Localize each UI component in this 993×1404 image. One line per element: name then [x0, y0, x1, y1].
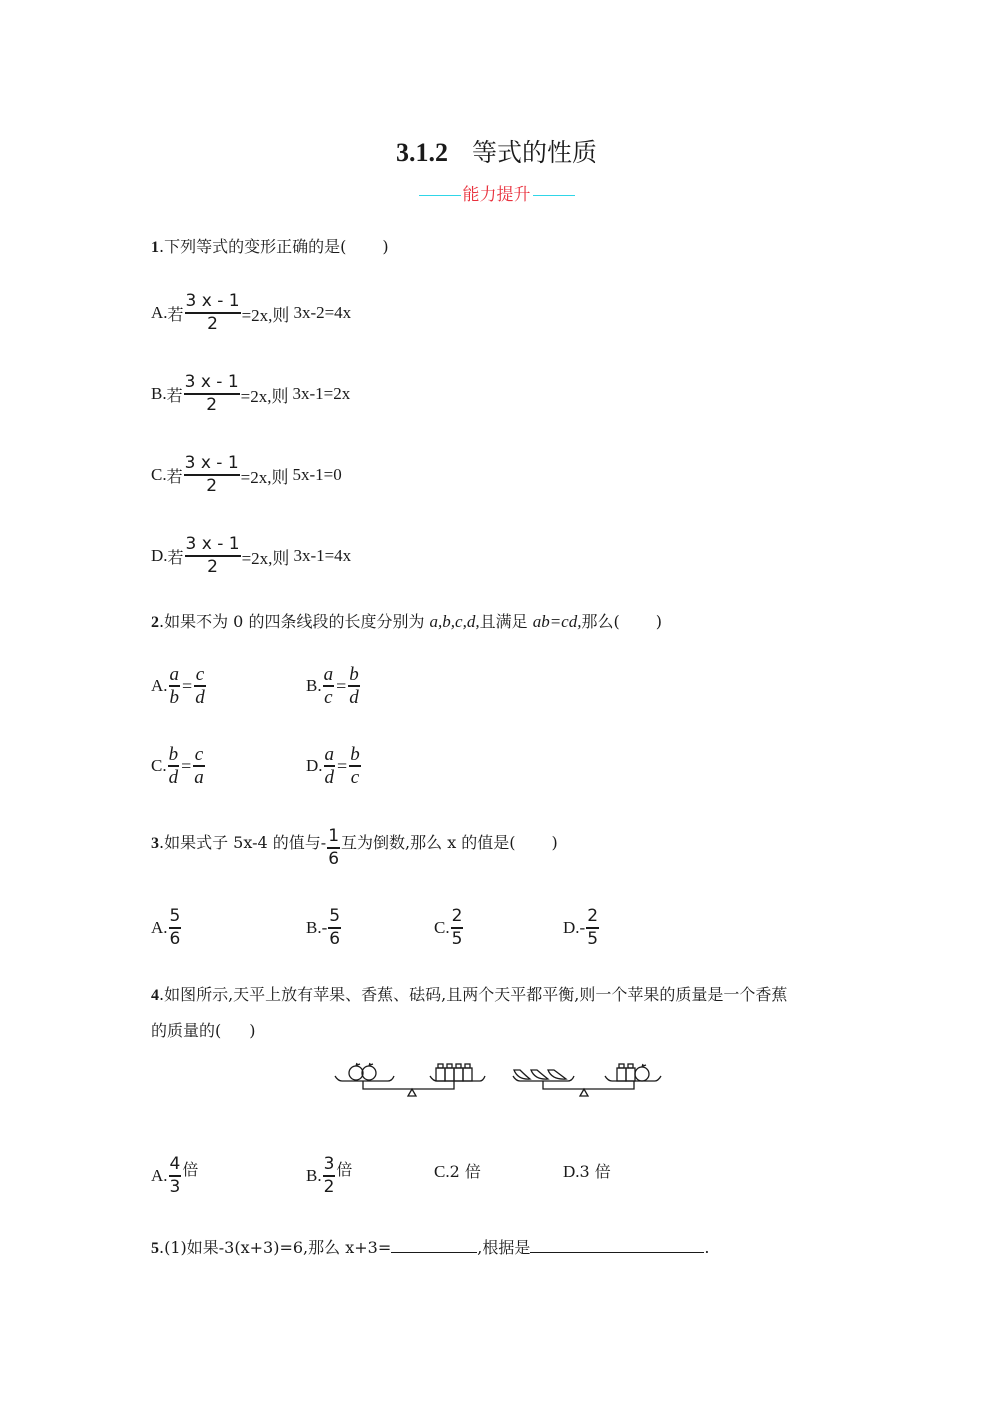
option-result: 3x-2=4x — [293, 303, 352, 322]
numerator: 2 — [587, 906, 599, 926]
page-title — [0, 133, 993, 169]
question-number: 4 — [151, 987, 159, 1004]
option-label: B. — [306, 676, 322, 695]
balance-scales-figure — [330, 1062, 670, 1108]
numerator: a — [324, 744, 335, 765]
denominator: d — [195, 687, 205, 708]
denominator: a — [194, 767, 204, 788]
numerator: 4 — [169, 1154, 181, 1174]
subtitle-text: 能力提升 — [462, 185, 531, 205]
question-text: 如果不为 0 的四条线段的长度分别为 — [164, 612, 430, 631]
option-prefix: 若 — [167, 547, 184, 567]
numerator: 3 x - 1 — [185, 291, 240, 311]
denominator: 2 — [206, 476, 218, 496]
option-label: C. — [434, 918, 450, 937]
denominator: 2 — [207, 557, 218, 577]
fraction — [348, 664, 360, 708]
condition: ab=cd, — [532, 612, 582, 631]
weight-icon — [436, 1064, 445, 1081]
option-label: C. — [151, 465, 167, 484]
fraction — [328, 906, 341, 950]
numerator: 3 x - 1 — [185, 534, 240, 554]
option-label: D. — [563, 918, 580, 937]
option-label: A. — [151, 676, 168, 695]
weight-icon — [617, 1064, 626, 1081]
beam — [543, 1081, 634, 1089]
numerator: 5 — [169, 906, 181, 926]
denominator: d — [349, 687, 359, 708]
apple-icon — [349, 1063, 363, 1080]
option-label: A. — [151, 1166, 168, 1185]
fraction — [184, 453, 240, 497]
section-number: 3.1.2 — [395, 138, 448, 167]
question-text: 互为倒数,那么 x 的值是( — [341, 833, 516, 852]
option-label: A. — [151, 303, 168, 322]
fraction — [185, 291, 241, 335]
paren-close: ) — [655, 612, 662, 631]
denominator: 6 — [329, 929, 341, 949]
fraction — [184, 372, 240, 416]
option-label: D. — [306, 756, 323, 775]
question-text: 下列等式的变形正确的是( — [164, 237, 347, 256]
denominator: d — [168, 767, 179, 788]
question-text: 那么( — [581, 612, 620, 631]
weight-icon — [454, 1064, 463, 1081]
question-text: 如果式子 5x-4 的值与- — [164, 833, 327, 852]
apple-icon — [362, 1063, 376, 1080]
denominator: 5 — [451, 929, 463, 949]
denominator: c — [324, 687, 333, 708]
option-label: B. — [306, 918, 322, 937]
option-label: D. — [151, 546, 168, 565]
numerator: b — [349, 664, 359, 685]
denominator: c — [350, 767, 360, 788]
apple-icon — [635, 1064, 649, 1081]
numerator: b — [168, 744, 179, 765]
option-result: 5x-1=0 — [292, 465, 342, 484]
fraction — [327, 826, 340, 870]
option-label: D. — [563, 1162, 580, 1181]
option-prefix: 若 — [166, 466, 183, 486]
denominator: 2 — [323, 1177, 335, 1197]
q1-option-d[interactable] — [151, 534, 351, 578]
fraction — [323, 664, 335, 708]
option-label: B. — [306, 1166, 322, 1185]
q3-option-d[interactable] — [563, 906, 600, 950]
denominator: 6 — [169, 929, 181, 949]
numerator: a — [169, 664, 180, 685]
q3-option-a[interactable] — [151, 906, 182, 950]
right-pan — [430, 1076, 485, 1081]
numerator: 2 — [451, 906, 463, 926]
question-3-stem: 3.如果式子 5x-4 的值与- $\frac{1}{6}$ 互为倒数,那么 x 的值是( ) — [151, 826, 558, 869]
q4-option-c[interactable] — [434, 1161, 481, 1183]
banana-icon — [531, 1070, 548, 1079]
option-label: C. — [434, 1162, 450, 1181]
denominator: d — [324, 767, 335, 788]
numerator: a — [323, 664, 334, 685]
sign: - — [579, 918, 586, 937]
option-middle: =2x,则 — [241, 305, 290, 325]
option-label: C. — [151, 756, 167, 775]
answer-blank-1[interactable] — [391, 1234, 477, 1253]
q3-option-c[interactable] — [434, 906, 464, 950]
q3-option-b[interactable] — [306, 906, 342, 950]
numerator: 5 — [329, 906, 341, 926]
question-5-stem: 5.(1)如果-3(x+3)=6,那么 x+3= ,根据是 . — [151, 1234, 709, 1260]
option-label: B. — [151, 384, 167, 403]
fraction — [451, 906, 464, 950]
scale-2 — [513, 1064, 661, 1096]
question-4-stem: 4.如图所示,天平上放有苹果、香蕉、砝码,且两个天平都平衡,则一个苹果的质量是一个香蕉 — [151, 985, 788, 1004]
answer-blank-2[interactable] — [530, 1234, 704, 1253]
paren-close: ) — [551, 833, 558, 852]
fraction — [324, 744, 336, 788]
q4-option-a[interactable] — [151, 1154, 198, 1198]
question-text: ,根据是 — [477, 1238, 531, 1257]
section-title: 等式的性质 — [471, 138, 597, 167]
variables: a,b,c,d, — [429, 612, 480, 631]
fraction — [586, 906, 599, 950]
question-number: 3 — [151, 835, 159, 852]
question-number: 2 — [151, 614, 159, 631]
option-text: 3 倍 — [579, 1162, 611, 1181]
option-label: A. — [151, 918, 168, 937]
option-prefix: 若 — [167, 304, 184, 324]
option-result: 3x-1=2x — [292, 384, 351, 403]
period: . — [704, 1238, 710, 1257]
question-number: 1 — [151, 239, 159, 256]
beam — [363, 1081, 454, 1089]
option-middle: =2x,则 — [241, 548, 290, 568]
question-text: 如果-3(x+3)=6,那么 x+3= — [186, 1238, 392, 1257]
denominator: 3 — [169, 1177, 181, 1197]
question-text: 且满足 — [479, 612, 533, 631]
q4-option-b[interactable] — [306, 1154, 352, 1198]
q2-option-b[interactable]: B. $\frac{a}{c}$ = $\frac{b}{d}$ — [306, 664, 359, 708]
denominator: 2 — [206, 395, 218, 415]
numerator: c — [194, 744, 204, 765]
numerator: b — [350, 744, 360, 765]
option-middle: =2x,则 — [240, 386, 289, 406]
subtitle-rule-right — [533, 195, 575, 196]
right-pan — [605, 1076, 661, 1081]
fraction — [169, 664, 181, 708]
option-middle: =2x,则 — [240, 467, 289, 487]
question-2-stem: 2.如果不为 0 的四条线段的长度分别为 a,b,c,d,且满足 ab=cd,那么( ) — [151, 612, 662, 631]
q1-option-c[interactable] — [151, 453, 342, 497]
subtitle — [0, 180, 993, 205]
fraction — [169, 906, 182, 950]
scale-1 — [335, 1063, 485, 1096]
fraction — [323, 1154, 336, 1198]
question-4-stem-line2 — [151, 1020, 256, 1042]
question-1-stem: 1.下列等式的变形正确的是( ) — [151, 237, 389, 256]
question-text: 如图所示,天平上放有苹果、香蕉、砝码,且两个天平都平衡,则一个苹果的质量是一个香蕉 — [164, 985, 788, 1004]
option-text: 2 倍 — [449, 1162, 481, 1181]
question-text: 的质量的( — [151, 1021, 222, 1040]
paren-close: ) — [382, 237, 389, 256]
weight-icon — [463, 1064, 472, 1081]
question-part: (1) — [164, 1238, 187, 1257]
q1-option-b[interactable] — [151, 372, 350, 416]
q2-option-a[interactable]: A. $\frac{a}{b}$ = $\frac{c}{d}$ — [151, 664, 205, 708]
subtitle-rule-left — [419, 195, 461, 196]
denominator: 5 — [587, 929, 599, 949]
q2-option-c[interactable]: C. $\frac{b}{d}$ = $\frac{c}{a}$ — [151, 744, 204, 788]
q4-option-d[interactable] — [563, 1161, 611, 1183]
q2-option-d[interactable]: D. $\frac{a}{d}$ = $\frac{b}{c}$ — [306, 744, 360, 788]
numerator: 3 — [323, 1154, 335, 1174]
denominator: b — [169, 687, 180, 708]
weight-icon — [626, 1064, 635, 1081]
denominator: 6 — [328, 849, 340, 869]
fraction — [185, 534, 241, 578]
fraction — [349, 744, 361, 788]
denominator: 2 — [207, 314, 218, 334]
banana-icon — [548, 1070, 566, 1079]
fulcrum-icon — [408, 1089, 416, 1096]
option-suffix: 倍 — [182, 1160, 199, 1179]
numerator: 3 x - 1 — [184, 453, 239, 473]
sign: - — [321, 918, 328, 937]
fraction — [193, 744, 205, 788]
paren-close: ) — [249, 1021, 256, 1040]
question-number: 5 — [151, 1240, 159, 1257]
fraction — [168, 744, 180, 788]
numerator: 1 — [328, 826, 340, 846]
numerator: c — [195, 664, 205, 685]
banana-icon — [514, 1070, 530, 1079]
fraction — [194, 664, 206, 708]
option-prefix: 若 — [166, 385, 183, 405]
option-suffix: 倍 — [336, 1160, 353, 1179]
fulcrum-icon — [580, 1089, 588, 1096]
q1-option-a[interactable] — [151, 291, 351, 335]
fraction — [169, 1154, 182, 1198]
weight-icon — [445, 1064, 454, 1081]
option-result: 3x-1=4x — [293, 546, 352, 565]
numerator: 3 x - 1 — [184, 372, 239, 392]
